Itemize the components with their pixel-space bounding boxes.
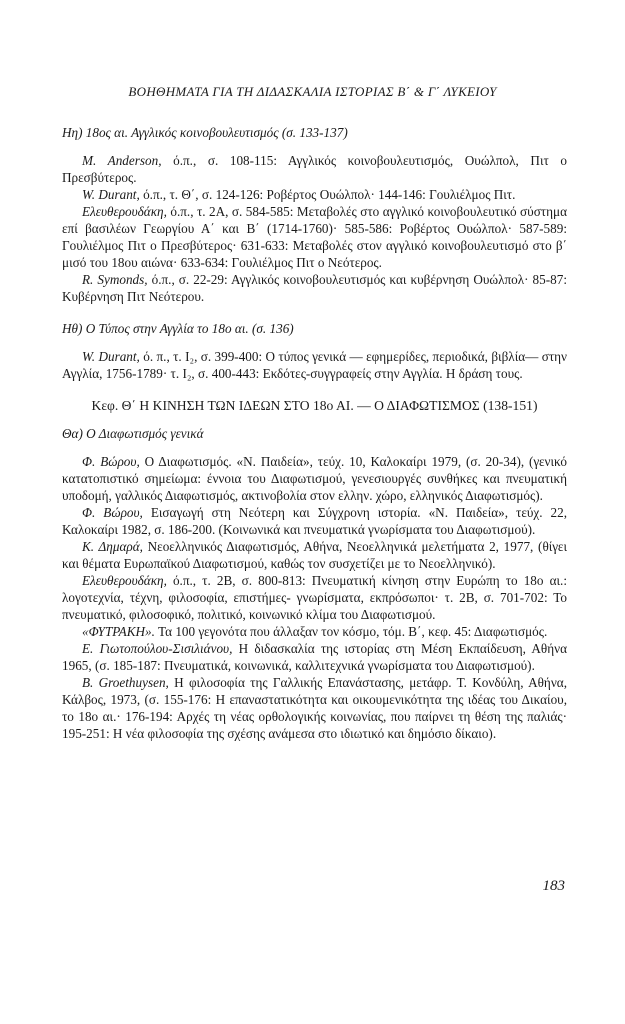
section-heading-theta-a: Θα) Ο Διαφωτισμός γενικά — [62, 426, 204, 441]
bibliography-entry: Ελευθερουδάκη, ό.π., τ. 2Α, σ. 584-585: Μεταβολές στο αγγλικό κοινοβουλευτικό σύστημα επί βασιλέων Γεωργίου Α΄ και Β΄ (1714-1760)· 585-586: Ροβέρτος Ουώλπολ· 587-589: Γουλιέλμος Πιτ ο Πρεσβύτερος· 631-633: Μεταβολές στον αγγλικό κοινοβουλευτισμό στο β΄ μισό του 18ου αιώνα· 633-634: Γουλιέλμος Πιτ ο Νεότερος. — [62, 204, 567, 270]
bibliography-entry: Κ. Δημαρά, Νεοελληνικός Διαφωτισμός, Αθήνα, Νεοελληνικά μελετήματα 2, 1977, (θίγει και θέματα Ευρωπαϊκού Διαφωτισμού, καθώς τον συσχετίζει με το Νεοελληνικό). — [62, 539, 567, 571]
bibliography-entry: «ΦΥΤΡΑΚΗ». Τα 100 γεγονότα που άλλαξαν τον κόσμο, τόμ. Β΄, κεφ. 45: Διαφωτισμός. — [82, 624, 548, 639]
bibliography-entry: W. Durant, ό. π., τ. Ι₂, σ. 399-400: Ο τύπος γενικά — εφημερίδες, περιοδικά, βιβλία— στην Αγγλία, 1756-1789· τ. Ι₂, σ. 400-443: Εκδότες-συγγραφείς στην Αγγλία. Η δράση τους. — [62, 349, 567, 381]
bibliography-entry: W. Durant, ό.π., τ. Θ΄, σ. 124-126: Ροβέρτος Ουώλπολ· 144-146: Γουλιέλμος Πιτ. — [82, 187, 516, 202]
section-heading-h-eta: Ηη) 18ος αι. Αγγλικός κοινοβουλευτισμός (σ. 133-137) — [62, 125, 348, 140]
bibliography-entry: M. Anderson, ό.π., σ. 108-115: Αγγλικός κοινοβουλευτισμός, Ουώλπολ, Πιτ ο Πρεσβύτερος. — [62, 153, 567, 185]
running-title: ΒΟΗΘΗΜΑΤΑ ΓΙΑ ΤΗ ΔΙΔΑΣΚΑΛΙΑ ΙΣΤΟΡΙΑΣ Β΄ & Γ΄ ΛΥΚΕΙΟΥ — [128, 84, 497, 99]
bibliography-entry: B. Groethuysen, Η φιλοσοφία της Γαλλικής Επανάστασης, μετάφρ. Τ. Κονδύλη, Αθήνα, Κάλβος, 1973, (σ. 155-176: Η επαναστατικότητα και οικουμενικότητα της ιδέας του Δικαίου, το 18ο αι.· 176-194: Αρχές τη νέας ορθολογικής κοινωνίας, που παίρνει τη θέση της παλιάς· 195-251: Η νέα φιλοσοφία της σχέσης ανάμεσα στο ιδιωτικό και δημόσιο δίκαιο). — [62, 675, 567, 741]
page-content — [62, 124, 567, 742]
bibliography-entry: Φ. Βώρου, Εισαγωγή στη Νεότερη και Σύγχρονη ιστορία. «Ν. Παιδεία», τεύχ. 22, Καλοκαίρι 1982, σ. 186-200. (Κοινωνικά και πνευματικά γνωρίσματα του Διαφωτισμού). — [62, 505, 567, 537]
bibliography-entry: Φ. Βώρου, Ο Διαφωτισμός. «Ν. Παιδεία», τεύχ. 10, Καλοκαίρι 1979, (σ. 20-34), (γενικό κατατοπιστικό σημείωμα: έννοια του Διαφωτισμού, γενεσιουργές συνθήκες και πνευματική υποδομή, γαλλικός Διαφωτισμός, ακτινοβολία στον ελλην. χώρο, ελληνικός Διαφωτισμός). — [62, 454, 567, 503]
section-heading-h-theta: Ηθ) Ο Τύπος στην Αγγλία το 18ο αι. (σ. 136) — [62, 321, 294, 336]
bibliography-entry: Ε. Γιωτοπούλου-Σισιλιάνου, Η διδασκαλία της ιστορίας στη Μέση Εκπαίδευση, Αθήνα 1965, (σ. 185-187: Πνευματικά, κοινωνικά, καλλιτεχνικά γνωρίσματα του Διαφωτισμού). — [62, 641, 568, 673]
bibliography-entry: R. Symonds, ό.π., σ. 22-29: Αγγλικός κοινοβουλευτισμός και κυβέρνηση Ουώλπολ· 85-87: Κυβέρνηση Πιτ Νεότερου. — [62, 272, 567, 304]
bibliography-entry: Ελευθερουδάκη, ό.π., τ. 2Β, σ. 800-813: Πνευματική κίνηση στην Ευρώπη το 18ο αι.: λογοτεχνία, τέχνη, φιλοσοφία, επιστήμες- γνωρίσματα, εκπρόσωποι· τ. 2Β, σ. 701-702: Το πνευματικό, φιλοσοφικό, πολιτικό, κοινωνικό κλίμα του Διαφωτισμού. — [62, 573, 567, 622]
page-number: 183 — [542, 878, 565, 894]
chapter-title: Κεφ. Θ΄ Η ΚΙΝΗΣΗ ΤΩΝ ΙΔΕΩΝ ΣΤΟ 18ο ΑΙ. — Ο ΔΙΑΦΩΤΙΣΜΟΣ (138-151) — [91, 398, 538, 413]
